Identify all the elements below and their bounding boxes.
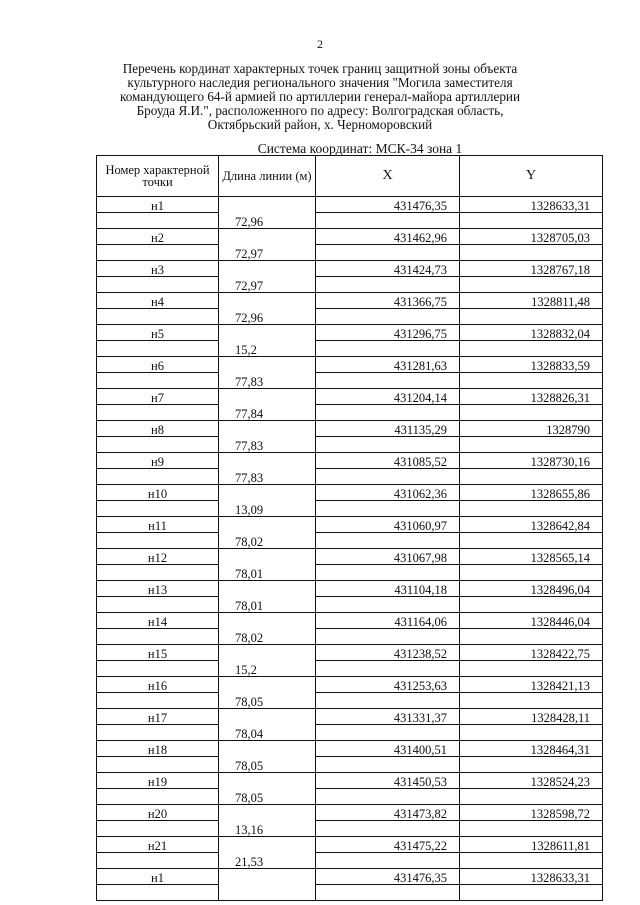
line-length-cell: 77,84 xyxy=(219,405,316,421)
line-length-cell: 21,53 xyxy=(219,853,316,869)
segment-empty-cell xyxy=(97,693,219,709)
line-length-cell-empty xyxy=(219,325,316,341)
table-row xyxy=(97,549,603,565)
segment-empty-cell xyxy=(97,309,219,325)
segment-empty-cell xyxy=(316,309,460,325)
x-coordinate-cell: 431473,82 xyxy=(316,805,460,821)
table-row xyxy=(97,581,603,597)
table-row xyxy=(97,837,603,853)
x-coordinate-cell: 431062,36 xyxy=(316,485,460,501)
segment-empty-cell xyxy=(316,757,460,773)
segment-empty-cell xyxy=(316,661,460,677)
line-length-cell: 72,97 xyxy=(219,277,316,293)
segment-empty-cell xyxy=(316,853,460,869)
segment-empty-cell xyxy=(460,821,603,837)
segment-row xyxy=(97,853,603,869)
segment-empty-cell xyxy=(316,469,460,485)
x-coordinate-cell: 431281,63 xyxy=(316,357,460,373)
x-coordinate-cell: 431462,96 xyxy=(316,229,460,245)
segment-empty-cell xyxy=(460,629,603,645)
segment-empty-cell xyxy=(316,341,460,357)
segment-row xyxy=(97,661,603,677)
y-coordinate-cell: 1328790 xyxy=(460,421,603,437)
segment-empty-cell xyxy=(316,725,460,741)
x-coordinate-cell: 431424,73 xyxy=(316,261,460,277)
segment-row xyxy=(97,245,603,261)
segment-empty-cell xyxy=(316,565,460,581)
y-coordinate-cell: 1328730,16 xyxy=(460,453,603,469)
y-coordinate-cell: 1328422,75 xyxy=(460,645,603,661)
line-length-cell-empty xyxy=(219,261,316,277)
point-number-cell: н9 xyxy=(97,453,219,469)
header-line-length: Длина линии (м) xyxy=(219,156,316,197)
y-coordinate-cell: 1328611,81 xyxy=(460,837,603,853)
header-x: X xyxy=(316,156,460,197)
segment-empty-cell xyxy=(460,245,603,261)
segment-empty-cell xyxy=(460,565,603,581)
segment-empty-cell xyxy=(460,309,603,325)
coordinate-system-label: Система координат: МСК-34 зона 1 xyxy=(257,141,463,156)
point-number-cell: н4 xyxy=(97,293,219,309)
y-coordinate-cell: 1328833,59 xyxy=(460,357,603,373)
y-coordinate-cell: 1328767,18 xyxy=(460,261,603,277)
table-row xyxy=(97,197,603,213)
line-length-cell-empty xyxy=(219,421,316,437)
table-row xyxy=(97,485,603,501)
line-length-cell xyxy=(219,885,316,901)
segment-empty-cell xyxy=(97,885,219,901)
x-coordinate-cell: 431164,06 xyxy=(316,613,460,629)
page-number: 2 xyxy=(317,37,323,51)
point-number-cell: н17 xyxy=(97,709,219,725)
segment-row xyxy=(97,277,603,293)
line-length-cell-empty xyxy=(219,869,316,885)
segment-empty-cell xyxy=(97,213,219,229)
x-coordinate-cell: 431060,97 xyxy=(316,517,460,533)
segment-empty-cell xyxy=(460,213,603,229)
line-length-cell: 78,01 xyxy=(219,597,316,613)
point-number-cell: н8 xyxy=(97,421,219,437)
point-number-cell: н3 xyxy=(97,261,219,277)
line-length-cell: 13,09 xyxy=(219,501,316,517)
line-length-cell-empty xyxy=(219,677,316,693)
table-row xyxy=(97,677,603,693)
table-row xyxy=(97,453,603,469)
line-length-cell: 13,16 xyxy=(219,821,316,837)
x-coordinate-cell: 431475,22 xyxy=(316,837,460,853)
segment-row xyxy=(97,725,603,741)
point-number-cell: н5 xyxy=(97,325,219,341)
segment-empty-cell xyxy=(97,821,219,837)
segment-row xyxy=(97,885,603,901)
line-length-cell: 15,2 xyxy=(219,661,316,677)
table-body xyxy=(97,197,603,901)
segment-row xyxy=(97,309,603,325)
segment-empty-cell xyxy=(97,629,219,645)
line-length-cell-empty xyxy=(219,197,316,213)
x-coordinate-cell: 431331,37 xyxy=(316,709,460,725)
line-length-cell-empty xyxy=(219,709,316,725)
line-length-cell-empty xyxy=(219,485,316,501)
point-number-cell: н13 xyxy=(97,581,219,597)
line-length-cell: 77,83 xyxy=(219,373,316,389)
table-row xyxy=(97,613,603,629)
segment-empty-cell xyxy=(97,373,219,389)
y-coordinate-cell: 1328496,04 xyxy=(460,581,603,597)
segment-empty-cell xyxy=(460,341,603,357)
segment-row xyxy=(97,821,603,837)
line-length-cell-empty xyxy=(219,773,316,789)
line-length-cell: 77,83 xyxy=(219,469,316,485)
y-coordinate-cell: 1328633,31 xyxy=(460,197,603,213)
point-number-cell: н21 xyxy=(97,837,219,853)
x-coordinate-cell: 431476,35 xyxy=(316,197,460,213)
segment-row xyxy=(97,533,603,549)
segment-empty-cell xyxy=(97,661,219,677)
table-row xyxy=(97,741,603,757)
segment-empty-cell xyxy=(316,437,460,453)
x-coordinate-cell: 431238,52 xyxy=(316,645,460,661)
y-coordinate-cell: 1328642,84 xyxy=(460,517,603,533)
segment-empty-cell xyxy=(97,405,219,421)
table-row xyxy=(97,517,603,533)
segment-empty-cell xyxy=(460,885,603,901)
segment-empty-cell xyxy=(97,245,219,261)
segment-row xyxy=(97,501,603,517)
y-coordinate-cell: 1328421,13 xyxy=(460,677,603,693)
line-length-cell: 78,05 xyxy=(219,789,316,805)
x-coordinate-cell: 431135,29 xyxy=(316,421,460,437)
line-length-cell-empty xyxy=(219,229,316,245)
line-length-cell: 78,05 xyxy=(219,693,316,709)
line-length-cell-empty xyxy=(219,389,316,405)
point-number-cell: н1 xyxy=(97,869,219,885)
point-number-cell: н7 xyxy=(97,389,219,405)
x-coordinate-cell: 431476,35 xyxy=(316,869,460,885)
segment-empty-cell xyxy=(97,853,219,869)
point-number-cell: н15 xyxy=(97,645,219,661)
table-row xyxy=(97,709,603,725)
y-coordinate-cell: 1328464,31 xyxy=(460,741,603,757)
table-row xyxy=(97,229,603,245)
y-coordinate-cell: 1328598,72 xyxy=(460,805,603,821)
point-number-cell: н6 xyxy=(97,357,219,373)
table-row xyxy=(97,869,603,885)
segment-empty-cell xyxy=(316,405,460,421)
segment-empty-cell xyxy=(460,693,603,709)
segment-empty-cell xyxy=(460,373,603,389)
table-row xyxy=(97,805,603,821)
segment-empty-cell xyxy=(97,789,219,805)
segment-empty-cell xyxy=(316,629,460,645)
point-number-cell: н1 xyxy=(97,197,219,213)
header-row xyxy=(97,156,603,197)
segment-empty-cell xyxy=(316,501,460,517)
segment-empty-cell xyxy=(316,373,460,389)
line-length-cell-empty xyxy=(219,453,316,469)
segment-empty-cell xyxy=(316,533,460,549)
line-length-cell-empty xyxy=(219,837,316,853)
y-coordinate-cell: 1328826,31 xyxy=(460,389,603,405)
line-length-cell-empty xyxy=(219,549,316,565)
line-length-cell-empty xyxy=(219,645,316,661)
table-row xyxy=(97,421,603,437)
header-point-number: Номер характерной точки xyxy=(97,156,219,197)
segment-empty-cell xyxy=(460,853,603,869)
segment-row xyxy=(97,405,603,421)
line-length-cell: 72,96 xyxy=(219,213,316,229)
segment-empty-cell xyxy=(97,725,219,741)
line-length-cell: 78,05 xyxy=(219,757,316,773)
segment-empty-cell xyxy=(460,501,603,517)
point-number-cell: н10 xyxy=(97,485,219,501)
line-length-cell: 72,96 xyxy=(219,309,316,325)
segment-empty-cell xyxy=(316,213,460,229)
y-coordinate-cell: 1328705,03 xyxy=(460,229,603,245)
segment-empty-cell xyxy=(460,725,603,741)
point-number-cell: н18 xyxy=(97,741,219,757)
y-coordinate-cell: 1328633,31 xyxy=(460,869,603,885)
line-length-cell-empty xyxy=(219,805,316,821)
point-number-cell: н12 xyxy=(97,549,219,565)
segment-empty-cell xyxy=(316,245,460,261)
line-length-cell-empty xyxy=(219,581,316,597)
segment-row xyxy=(97,565,603,581)
document-title: Перечень кординат характерных точек границ защитной зоны объекта культурного наследия регионального значения "Могила заместителя командующего 64-й армией по артиллерии генерал-майора артиллерии Броуда Я.И.", расположенного по адресу: Волгоградская область, Октябрьский район, х. Черноморовский xyxy=(119,61,521,132)
x-coordinate-cell: 431085,52 xyxy=(316,453,460,469)
coordinates-table xyxy=(96,155,603,901)
line-length-cell-empty xyxy=(219,293,316,309)
segment-empty-cell xyxy=(97,437,219,453)
y-coordinate-cell: 1328446,04 xyxy=(460,613,603,629)
segment-empty-cell xyxy=(97,533,219,549)
segment-empty-cell xyxy=(97,469,219,485)
segment-row xyxy=(97,789,603,805)
line-length-cell-empty xyxy=(219,357,316,373)
header-y: Y xyxy=(460,156,603,197)
segment-row xyxy=(97,629,603,645)
segment-empty-cell xyxy=(460,405,603,421)
x-coordinate-cell: 431067,98 xyxy=(316,549,460,565)
segment-row xyxy=(97,213,603,229)
table-row xyxy=(97,325,603,341)
table-header xyxy=(97,156,603,197)
y-coordinate-cell: 1328524,23 xyxy=(460,773,603,789)
segment-empty-cell xyxy=(316,693,460,709)
point-number-cell: н19 xyxy=(97,773,219,789)
segment-empty-cell xyxy=(460,789,603,805)
line-length-cell: 77,83 xyxy=(219,437,316,453)
segment-empty-cell xyxy=(460,757,603,773)
segment-row xyxy=(97,693,603,709)
segment-row xyxy=(97,757,603,773)
line-length-cell: 78,02 xyxy=(219,533,316,549)
segment-empty-cell xyxy=(460,597,603,613)
segment-empty-cell xyxy=(460,277,603,293)
segment-empty-cell xyxy=(460,437,603,453)
segment-row xyxy=(97,437,603,453)
line-length-cell: 72,97 xyxy=(219,245,316,261)
point-number-cell: н20 xyxy=(97,805,219,821)
x-coordinate-cell: 431400,51 xyxy=(316,741,460,757)
segment-empty-cell xyxy=(460,469,603,485)
segment-row xyxy=(97,469,603,485)
segment-empty-cell xyxy=(316,277,460,293)
segment-empty-cell xyxy=(316,789,460,805)
line-length-cell: 78,01 xyxy=(219,565,316,581)
line-length-cell-empty xyxy=(219,741,316,757)
segment-empty-cell xyxy=(316,597,460,613)
segment-empty-cell xyxy=(460,533,603,549)
segment-row xyxy=(97,597,603,613)
segment-row xyxy=(97,373,603,389)
x-coordinate-cell: 431204,14 xyxy=(316,389,460,405)
x-coordinate-cell: 431296,75 xyxy=(316,325,460,341)
line-length-cell-empty xyxy=(219,517,316,533)
segment-empty-cell xyxy=(97,341,219,357)
x-coordinate-cell: 431104,18 xyxy=(316,581,460,597)
point-number-cell: н14 xyxy=(97,613,219,629)
line-length-cell: 78,04 xyxy=(219,725,316,741)
x-coordinate-cell: 431366,75 xyxy=(316,293,460,309)
table-row xyxy=(97,293,603,309)
point-number-cell: н16 xyxy=(97,677,219,693)
segment-empty-cell xyxy=(97,597,219,613)
line-length-cell: 78,02 xyxy=(219,629,316,645)
segment-empty-cell xyxy=(97,757,219,773)
segment-empty-cell xyxy=(97,277,219,293)
segment-empty-cell xyxy=(460,661,603,677)
line-length-cell: 15,2 xyxy=(219,341,316,357)
segment-empty-cell xyxy=(316,821,460,837)
y-coordinate-cell: 1328565,14 xyxy=(460,549,603,565)
table-row xyxy=(97,261,603,277)
y-coordinate-cell: 1328832,04 xyxy=(460,325,603,341)
table-row xyxy=(97,389,603,405)
x-coordinate-cell: 431450,53 xyxy=(316,773,460,789)
table-row xyxy=(97,645,603,661)
x-coordinate-cell: 431253,63 xyxy=(316,677,460,693)
y-coordinate-cell: 1328811,48 xyxy=(460,293,603,309)
point-number-cell: н11 xyxy=(97,517,219,533)
segment-empty-cell xyxy=(97,565,219,581)
segment-empty-cell xyxy=(316,885,460,901)
table-row xyxy=(97,357,603,373)
point-number-cell: н2 xyxy=(97,229,219,245)
segment-empty-cell xyxy=(97,501,219,517)
y-coordinate-cell: 1328428,11 xyxy=(460,709,603,725)
y-coordinate-cell: 1328655,86 xyxy=(460,485,603,501)
segment-row xyxy=(97,341,603,357)
table-row xyxy=(97,773,603,789)
line-length-cell-empty xyxy=(219,613,316,629)
